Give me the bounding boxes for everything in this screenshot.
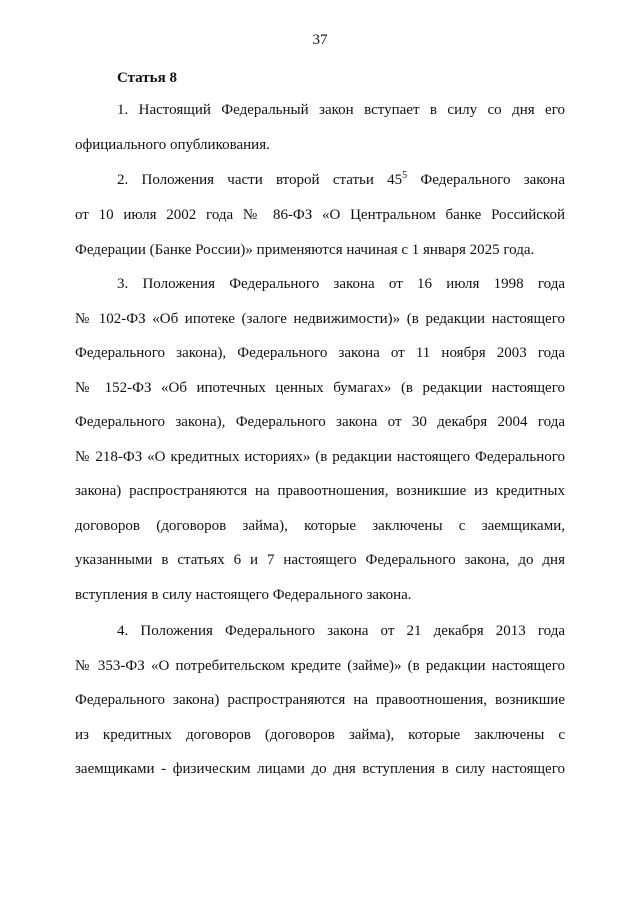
paragraph-line: из кредитных договоров (договоров займа), которые заключены с [75,727,565,743]
paragraph-line [117,170,565,190]
paragraph-line-text: Федерального закона [407,172,565,188]
paragraph-line: официального опубликования. [75,137,270,153]
paragraph-line: № 102-ФЗ «Об ипотеке (залоге недвижимости)» (в редакции настоящего [75,311,565,327]
paragraph-line: указанными в статьях 6 и 7 настоящего Федерального закона, до дня [75,552,565,568]
superscript: 5 [402,170,408,181]
paragraph-line: 4. Положения Федерального закона от 21 декабря 2013 года [117,623,565,639]
paragraph-line: закона) распространяются на правоотношения, возникшие из кредитных [75,483,565,499]
paragraph-line: № 353-ФЗ «О потребительском кредите (займе)» (в редакции настоящего [75,658,565,674]
paragraph-line: договоров (договоров займа), которые заключены с заемщиками, [75,518,565,534]
paragraph-line: 3. Положения Федерального закона от 16 июля 1998 года [117,276,565,292]
paragraph-line: 1. Настоящий Федеральный закон вступает в силу со дня его [117,102,565,118]
paragraph-line: Федерального закона), Федерального закона от 11 ноября 2003 года [75,345,565,361]
page-number: 37 [312,32,328,48]
paragraph-line: № 218-ФЗ «О кредитных историях» (в редакции настоящего Федерального [75,449,565,465]
paragraph-line: Федерации (Банке России)» применяются начиная с 1 января 2025 года. [75,242,535,258]
paragraph-line: Федерального закона) распространяются на правоотношения, возникшие [75,692,565,708]
paragraph-line: вступления в силу настоящего Федерального закона. [75,587,412,603]
paragraph-line: от 10 июля 2002 года № 86-ФЗ «О Центральном банке Российской [75,207,565,223]
paragraph-line-text: 2. Положения части второй статьи 45 [117,172,403,188]
article-title: Статья 8 [117,70,177,86]
paragraph-line: № 152-ФЗ «Об ипотечных ценных бумагах» (в редакции настоящего [75,380,565,396]
paragraph-line: заемщиками - физическим лицами до дня вступления в силу настоящего [75,761,565,777]
paragraph-line: Федерального закона), Федерального закона от 30 декабря 2004 года [75,414,565,430]
